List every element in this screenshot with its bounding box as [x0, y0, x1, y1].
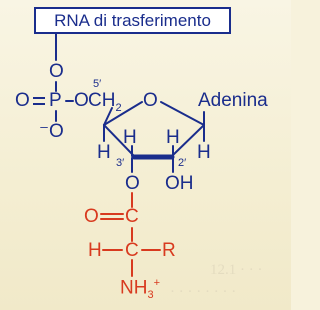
- trna-box: [34, 7, 231, 34]
- atom-h-5: H: [101, 90, 116, 111]
- atom-p: P: [49, 90, 62, 111]
- bleed-through-text: 12.1 · · ·: [210, 262, 263, 278]
- atom-o-bottom: O: [49, 121, 64, 142]
- atom-o-right: O: [74, 90, 89, 111]
- label-2-prime: 2′: [178, 157, 187, 169]
- nh3-subscript: 3: [147, 289, 154, 302]
- atom-o-double: O: [15, 90, 30, 111]
- label-5-prime: 5′: [93, 78, 102, 90]
- label-3-prime: 3′: [116, 157, 125, 169]
- atom-o-3: O: [125, 173, 140, 194]
- atom-c-5: C: [88, 90, 102, 111]
- charge-minus: ⁻: [39, 121, 50, 142]
- atom-h-c2-up: H: [166, 127, 180, 148]
- atom-c-carbonyl: C: [125, 206, 139, 227]
- group-nh3: [120, 278, 160, 301]
- atom-ring-o: O: [143, 90, 158, 111]
- nh3-charge: +: [153, 277, 161, 289]
- ch2-subscript: 2: [115, 101, 122, 114]
- atom-h-alpha: H: [88, 240, 102, 261]
- atom-o-top: O: [49, 61, 64, 82]
- base-adenina: Adenina: [198, 90, 268, 111]
- atom-o-carbonyl: O: [84, 206, 99, 227]
- trna-label: RNA di trasferimento: [54, 10, 211, 30]
- group-oh: OH: [165, 173, 194, 194]
- bleed-through-text: · · · · · · · ·: [170, 284, 237, 300]
- group-r: R: [162, 240, 176, 261]
- atom-n: NH: [120, 277, 148, 299]
- atom-c-alpha: C: [125, 240, 139, 261]
- atom-h-c1: H: [197, 142, 211, 163]
- o-minus: [39, 122, 64, 141]
- ch2-group: [88, 91, 122, 114]
- atom-h-c3-up: H: [123, 127, 137, 148]
- atom-h-c4: H: [97, 142, 111, 163]
